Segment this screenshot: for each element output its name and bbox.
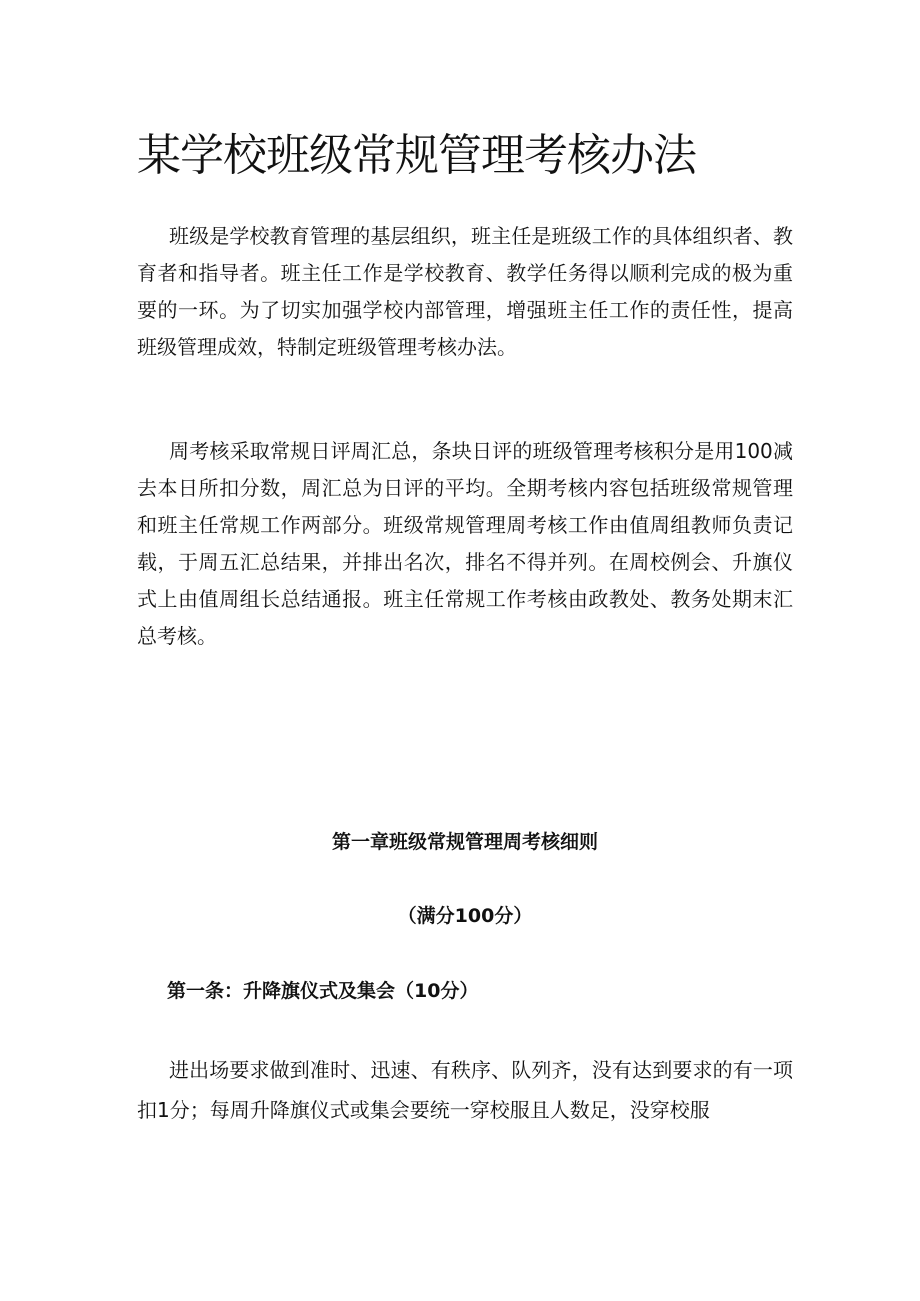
chapter-title: 第一章班级常规管理周考核细则 xyxy=(331,831,598,853)
chapter-score: （满分100分） xyxy=(397,905,533,927)
intro-paragraph: 班级是学校教育管理的基层组织，班主任是班级工作的具体组织者、教育者和指导者。班主任工作是学校教育、教学任务得以顺利完成的极为重要的一环。为了切实加强学校内部管理，增强班主任工作的责任性，提高班级管理成效，特制定班级管理考核办法。 xyxy=(137,224,793,359)
weekly-assessment-paragraph: 周考核采取常规日评周汇总，条块日评的班级管理考核积分是用100减去本日所扣分数，周汇总为日评的平均。全期考核内容包括班级常规管理和班主任常规工作两部分。班级常规管理周考核工作由值周组教师负责记载，于周五汇总结果，并排出名次，排名不得并列。在周校例会、升旗仪式上由值周组长总结通报。班主任常规工作考核由政教处、教务处期末汇总考核。 xyxy=(137,439,793,648)
document-title: 某学校班级常规管理考核办法 xyxy=(137,130,696,181)
article-title: 第一条：升降旗仪式及集会（10分） xyxy=(167,980,479,1002)
article-body: 进出场要求做到准时、迅速、有秩序、队列齐，没有达到要求的有一项扣1分；每周升降旗仪式或集会要统一穿校服且人数足，没穿校服 xyxy=(137,1058,793,1122)
